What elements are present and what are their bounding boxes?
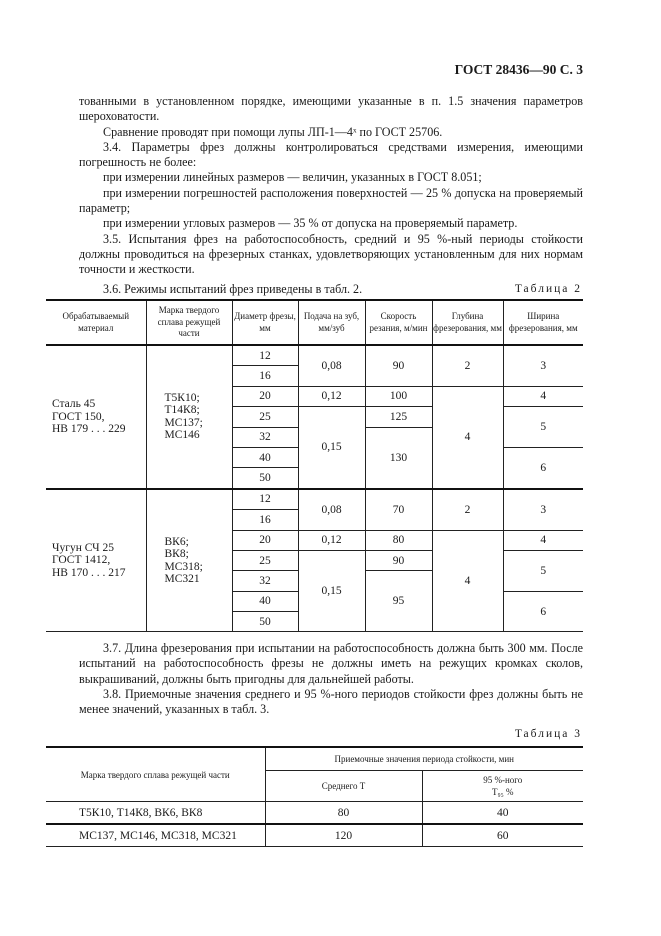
diameter-cell: 50 [232,612,298,632]
column-header: Скорость резания, м/мин [365,300,432,345]
paragraph: 3.8. Приемочные значения среднего и 95 %-ного периодов стойкости фрез должны быть не менее значений, указанных в табл. 3. [79,686,583,717]
column-header: Глубина фрезерования, мм [432,300,503,345]
speed-cell: 90 [365,550,432,570]
test-modes-table [46,299,583,632]
column-header: Марка твердого сплава режущей части [46,747,265,802]
table-header-row [46,747,583,771]
grade-line: МС321 [164,573,200,586]
material-line: Чугун СЧ 25 [52,541,114,554]
diameter-cell: 32 [232,427,298,447]
paragraph: Сравнение проводят при помощи лупы ЛП-1—4ˣ по ГОСТ 25706. [103,124,443,139]
diameter-cell: 40 [232,447,298,467]
paragraph: 3.7. Длина фрезерования при испытании на работоспособность должна быть 300 мм. После испытаний на работоспособность фрезы не должны иметь на режущих кромках сколов, выкрашиваний, должны быть пригодны для дальнейшей работы. [79,641,583,686]
paragraph: при измерении угловых размеров — 35 % от допуска на проверяемый параметр. [103,216,518,231]
grade-line: МС146 [164,429,200,442]
column-header: Ширина фрезерования, мм [503,300,583,345]
speed-cell: 95 [365,571,432,632]
diameter-cell: 20 [232,386,298,406]
text-block-1 [79,94,583,297]
material-cell [46,489,146,632]
width-cell: 3 [503,345,583,386]
paragraph: 3.4. Параметры фрез должны контролироваться средствами измерения, имеющими погрешность не более: [79,139,583,170]
table-row [46,489,583,510]
paragraph: при измерении линейных размеров — величин, указанных в ГОСТ 8.051; [103,170,482,185]
header-line: 95 %-ного [483,775,523,785]
column-header: Приемочные значения периода стойкости, мин [265,747,583,771]
diameter-cell: 16 [232,510,298,530]
speed-cell: 100 [365,386,432,406]
depth-cell: 2 [432,345,503,386]
width-cell: 3 [503,489,583,530]
column-header: Среднего Т [265,771,422,802]
grade-line: Т14К8; [164,404,200,417]
feed-cell: 0,08 [298,345,365,386]
column-header [422,771,583,802]
diameter-cell: 40 [232,591,298,611]
width-cell: 6 [503,447,583,488]
table-header-row [46,300,583,345]
durability-table [46,746,583,847]
depth-cell: 4 [432,530,503,632]
grade-cell: МС137, МС146, МС318, МС321 [46,824,265,847]
width-cell: 5 [503,407,583,448]
depth-cell: 4 [432,386,503,488]
p95-cell: 40 [422,802,583,825]
speed-cell: 125 [365,407,432,427]
diameter-cell: 32 [232,571,298,591]
width-cell: 6 [503,591,583,632]
feed-cell: 0,12 [298,530,365,550]
diameter-cell: 50 [232,468,298,489]
table-row [46,824,583,847]
table-row [46,802,583,825]
table3-caption: Таблица 3 [514,728,582,740]
feed-cell: 0,12 [298,386,365,406]
feed-cell: 0,15 [298,550,365,632]
material-cell [46,345,146,489]
material-line: ГОСТ 1412, [52,554,111,567]
diameter-cell: 25 [232,550,298,570]
speed-cell: 130 [365,427,432,489]
paragraph: при измерении погрешностей расположения поверхностей — 25 % допуска на проверяемый параметр; [79,185,583,216]
width-cell: 4 [503,386,583,406]
diameter-cell: 16 [232,366,298,386]
grade-line: Т5К10; [164,391,200,404]
column-header: Диаметр фрезы, мм [232,300,298,345]
material-line: НВ 170 . . . 217 [52,566,126,579]
grade-cell: Т5К10, Т14К8, ВК6, ВК8 [46,802,265,825]
feed-cell: 0,08 [298,489,365,530]
grade-cell [146,345,232,489]
text-block-2 [79,641,583,717]
table-row [46,345,583,366]
speed-cell: 80 [365,530,432,550]
depth-cell: 2 [432,489,503,530]
width-cell: 5 [503,550,583,591]
grade-cell [146,489,232,632]
grade-line: ВК6; [164,535,189,548]
diameter-cell: 12 [232,345,298,366]
grade-line: ВК8; [164,548,189,561]
header-line: Т₉₅ % [491,787,514,797]
material-line: ГОСТ 150, [52,410,105,423]
column-header: Обрабатываемый материал [46,300,146,345]
p95-cell: 60 [422,824,583,847]
speed-cell: 90 [365,345,432,386]
column-header: Подача на зуб, мм/зуб [298,300,365,345]
diameter-cell: 20 [232,530,298,550]
mean-cell: 120 [265,824,422,847]
speed-cell: 70 [365,489,432,530]
paragraph: 3.6. Режимы испытаний фрез приведены в табл. 2. [103,281,363,296]
diameter-cell: 12 [232,489,298,510]
paragraph: тованными в установленном порядке, имеющими указанные в п. 1.5 значения параметров шероховатости. [79,94,583,124]
column-header: Марка твердого сплава режущей части [146,300,232,345]
material-line: Сталь 45 [52,398,96,411]
material-line: НВ 179 . . . 229 [52,423,126,436]
feed-cell: 0,15 [298,407,365,489]
width-cell: 4 [503,530,583,550]
grade-line: МС137; [164,416,203,429]
mean-cell: 80 [265,802,422,825]
table2-caption: Таблица 2 [514,283,582,295]
page-header: ГОСТ 28436—90 С. 3 [454,62,583,77]
paragraph: 3.5. Испытания фрез на работоспособность, средний и 95 %-ный периоды стойкости должны проводиться на фрезерных станках, удовлетворяющих установленным для них нормам точности и жесткости. [79,231,583,277]
grade-line: МС318; [164,560,203,573]
diameter-cell: 25 [232,407,298,427]
